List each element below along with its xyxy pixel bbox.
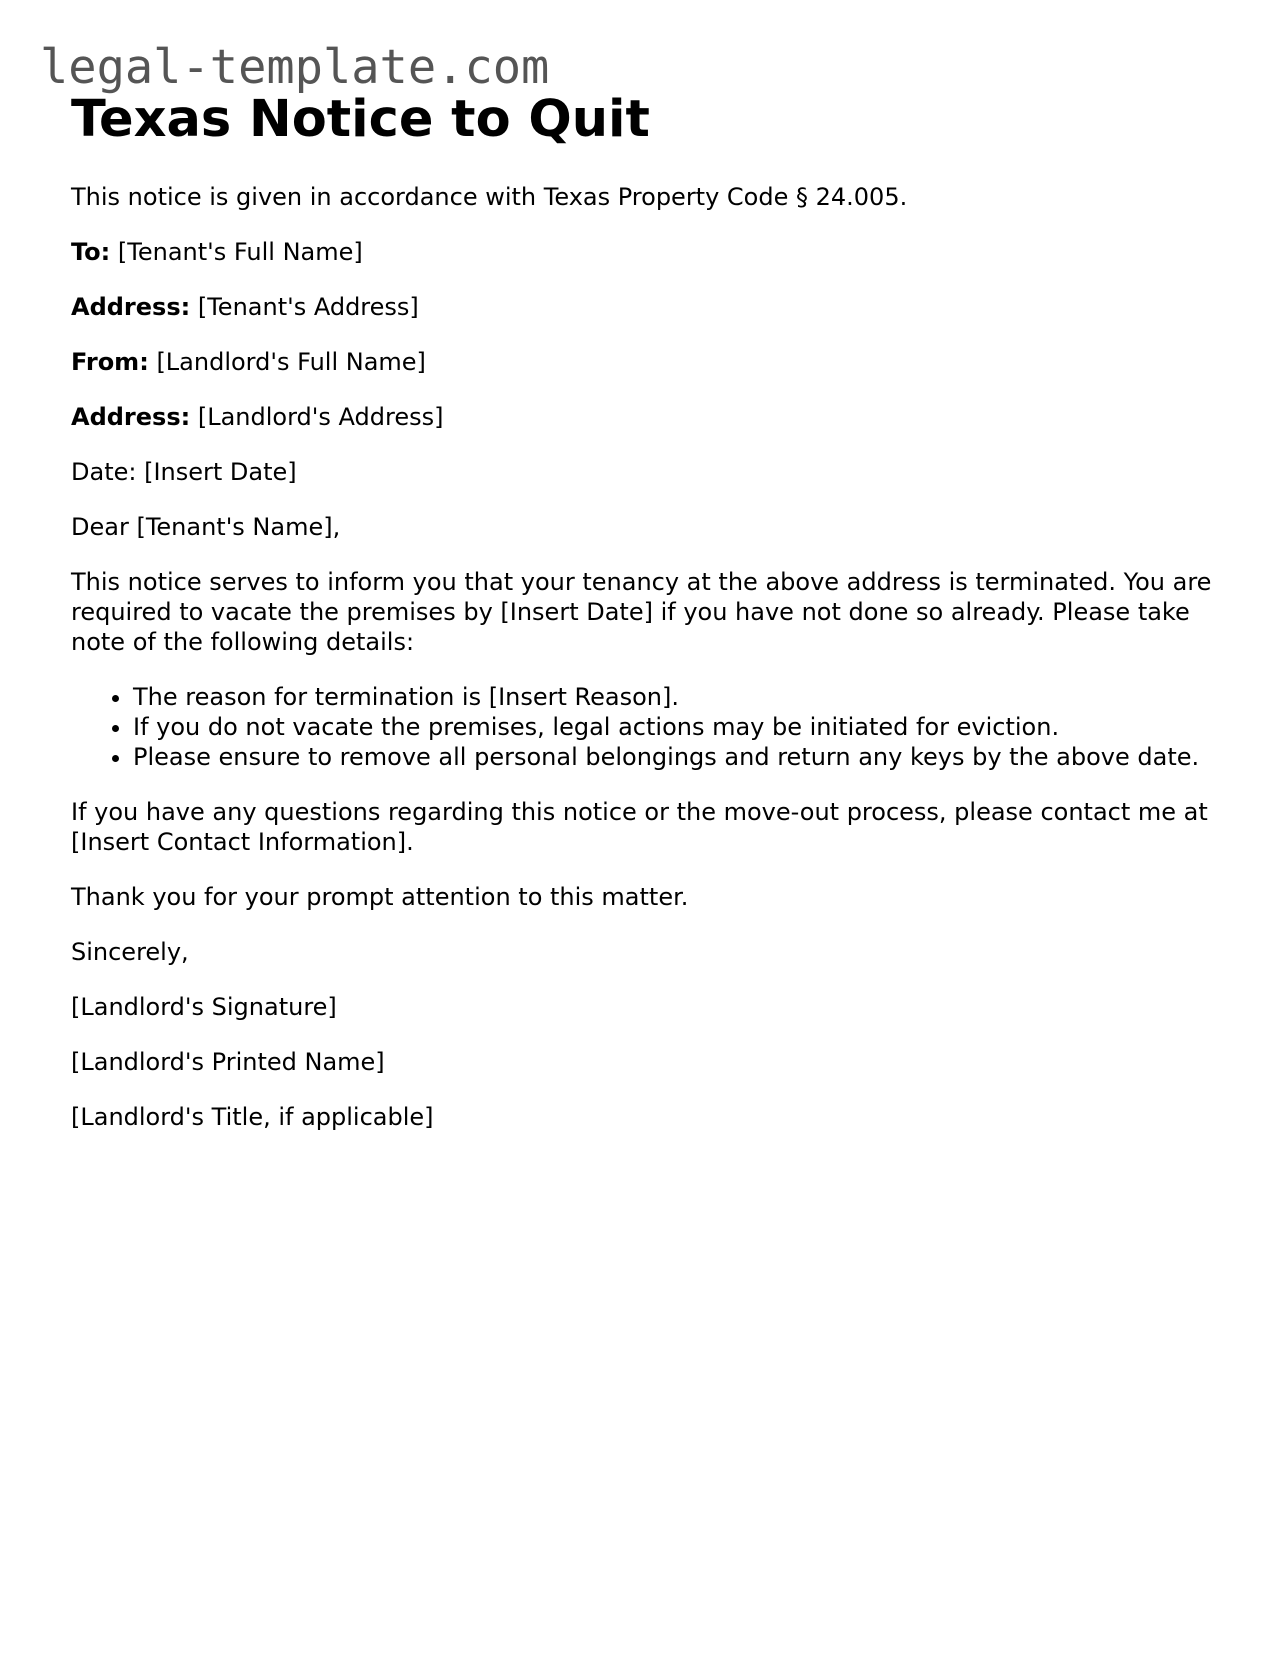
thanks-line: Thank you for your prompt attention to this matter. [71, 883, 689, 911]
printed-name-placeholder: [Landlord's Printed Name] [71, 1048, 385, 1076]
watermark: legal-template.com [40, 40, 550, 95]
signature-placeholder: [Landlord's Signature] [71, 993, 337, 1021]
field-value: [Tenant's Full Name] [117, 238, 363, 266]
body-paragraph: This notice serves to inform you that your tenancy at the above address is terminated. You are required to vacate the premises by [Insert Date] if you have not done so already. Please take note of the following details: [71, 568, 1212, 656]
details-list [71, 682, 1221, 772]
field-to [71, 237, 1221, 267]
list-item: • Please ensure to remove all personal belongings and return any keys by the above date. [133, 742, 1221, 772]
field-tenant-address [71, 292, 1221, 322]
field-label: To: [71, 238, 111, 266]
field-label: From: [71, 348, 149, 376]
field-from [71, 347, 1221, 377]
list-item: • The reason for termination is [Insert Reason]. [133, 682, 1221, 712]
document-title: Texas Notice to Quit [71, 90, 650, 149]
field-label: Address: [71, 403, 191, 431]
field-value: [Tenant's Address] [197, 293, 419, 321]
field-landlord-address [71, 402, 1221, 432]
title-placeholder: [Landlord's Title, if applicable] [71, 1103, 434, 1131]
closing-line: Sincerely, [71, 938, 189, 966]
document-body [71, 182, 1221, 1157]
field-value: [Landlord's Address] [197, 403, 444, 431]
date-line: Date: [Insert Date] [71, 458, 297, 486]
salutation: Dear [Tenant's Name], [71, 513, 341, 541]
field-label: Address: [71, 293, 191, 321]
questions-paragraph: If you have any questions regarding this notice or the move-out process, please contact me at [Insert Contact Information]. [71, 798, 1208, 856]
field-value: [Landlord's Full Name] [156, 348, 426, 376]
intro-paragraph: This notice is given in accordance with Texas Property Code § 24.005. [71, 183, 908, 211]
list-item: • If you do not vacate the premises, legal actions may be initiated for eviction. [133, 712, 1221, 742]
